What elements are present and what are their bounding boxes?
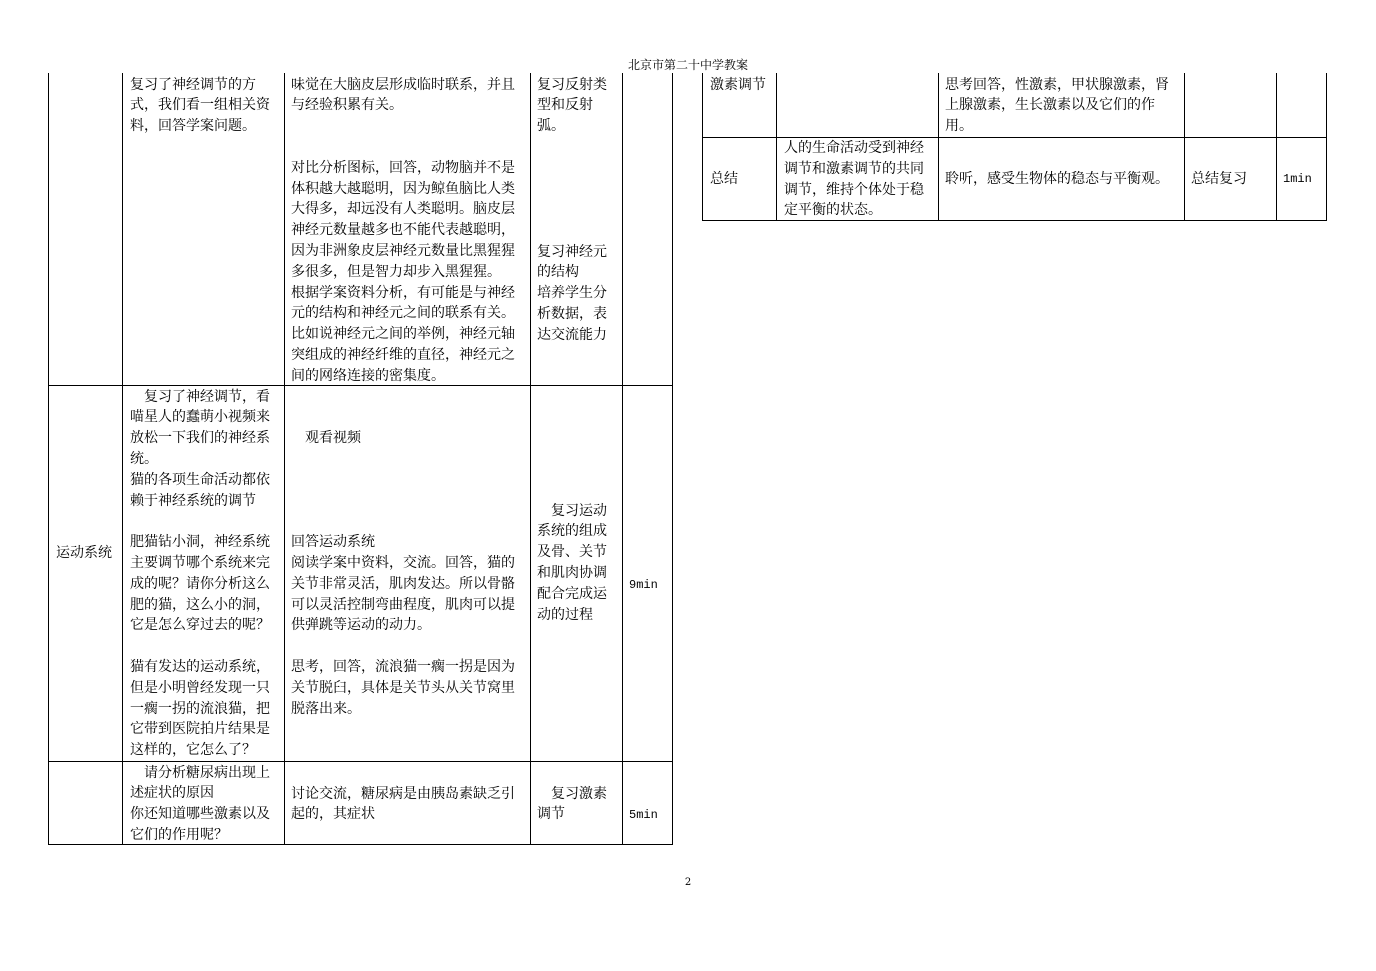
table-row — [48, 386, 673, 762]
section-cell — [48, 762, 122, 845]
section-title: 总结 — [710, 170, 738, 187]
table-row — [702, 138, 1327, 221]
time-cell — [622, 762, 673, 845]
section-title: 运动系统 — [56, 544, 112, 561]
design-intent-text: 总结复习 — [1191, 170, 1247, 187]
design-intent-text: 复习激素 调节 — [537, 785, 607, 823]
teacher-activity-text: 复习了神经调节，看 喵星人的蠢萌小视频来 放松一下我们的神经系 统。 — [130, 388, 270, 467]
section-cell — [702, 138, 776, 221]
table-row — [48, 762, 673, 845]
student-activity-text: 观看视频 — [305, 430, 361, 447]
section-cell — [48, 386, 122, 762]
table-row — [48, 73, 673, 386]
teacher-activity-cell — [122, 386, 284, 762]
teacher-activity-cell — [776, 73, 938, 138]
teacher-activity-text: 肥猫钻小洞，神经系统 主要调节哪个系统来完 成的呢？请你分析这么 肥的猫，这么小的洞， 它是怎么穿过去的呢？ — [130, 534, 270, 634]
design-intent-cell — [530, 762, 622, 845]
design-intent-text: 复习反射类 型和反射 弧。 — [537, 76, 607, 135]
page-number: 2 — [684, 877, 692, 888]
time-allocation: 5min — [629, 807, 658, 822]
student-activity-cell — [284, 386, 530, 762]
student-activity-text: 讨论交流，糖尿病是由胰岛素缺乏引 起的，其症状 — [291, 785, 515, 823]
student-activity-text: 思考回答，性激素，甲状腺激素，肾 上腺激素，生长激素以及它们的作 用。 — [945, 76, 1169, 135]
student-activity-text: 回答运动系统 — [291, 534, 375, 551]
table-row — [702, 73, 1327, 138]
student-activity-text: 味觉在大脑皮层形成临时联系，并且 与经验积累有关。 — [291, 76, 515, 114]
design-intent-cell — [1184, 138, 1276, 221]
time-cell — [1276, 138, 1327, 221]
lesson-plan-table-left — [48, 73, 673, 845]
teacher-activity-text: 猫有发达的运动系统， 但是小明曾经发现一只 一瘸一拐的流浪猫，把 它带到医院拍片结果是 这样的，它怎么了？ — [130, 658, 270, 759]
student-activity-cell — [938, 138, 1184, 221]
student-activity-text: 根据学案资料分析，有可能是与神经 元的结构和神经元之间的联系有关。 比如说神经元之间的举例，神经元轴 突组成的神经纤维的直径，神经元之 间的网络连接的密集度。 — [291, 284, 515, 384]
section-cell — [48, 73, 122, 386]
teacher-activity-text: 人的生命活动受到神经 调节和激素调节的共同 调节，维持个体处于稳 定平衡的状态。 — [784, 140, 924, 219]
time-cell — [622, 73, 673, 386]
student-activity-text: 对比分析图标，回答，动物脑并不是 体积越大越聪明，因为鲸鱼脑比人类 大得多，却远没有人类聪明。脑皮层 神经元数量越多也不能代表越聪明， 因为非洲象皮层神经元数量比黑猩猩 多很多，但是智力却步入黑猩猩。 — [291, 159, 515, 280]
time-allocation: 1min — [1283, 171, 1312, 186]
student-activity-cell — [284, 762, 530, 845]
design-intent-text: 培养学生分 析数据，表 达交流能力 — [537, 285, 607, 343]
design-intent-text: 复习运动 系统的组成 及骨、关节 和肌肉协调 配合完成运 动的过程 — [537, 502, 607, 623]
teacher-activity-text: 猫的各项生命活动都依 赖于神经系统的调节 — [130, 471, 270, 509]
student-activity-text: 阅读学案中资料，交流。回答，猫的 关节非常灵活，肌肉发达。所以骨骼 可以灵活控制弯曲程度，肌肉可以提 供弹跳等运动的动力。 — [291, 554, 515, 634]
student-activity-text: 思考，回答，流浪猫一瘸一拐是因为 关节脱臼，具体是关节头从关节窝里 脱落出来。 — [291, 658, 515, 717]
student-activity-cell — [284, 73, 530, 386]
time-allocation: 9min — [629, 577, 658, 592]
section-cell — [702, 73, 776, 138]
page-header: 北京市第二十中学教案 — [627, 58, 748, 72]
student-activity-cell — [938, 73, 1184, 138]
design-intent-cell — [530, 386, 622, 762]
lesson-plan-table-right — [702, 73, 1327, 221]
teacher-activity-text: 复习了神经调节的方 式，我们看一组相关资 料，回答学案问题。 — [130, 76, 270, 135]
teacher-activity-text: 你还知道哪些激素以及 它们的作用呢？ — [130, 806, 270, 843]
time-cell — [622, 386, 673, 762]
design-intent-cell — [1184, 73, 1276, 138]
teacher-activity-cell — [122, 73, 284, 386]
time-cell — [1276, 73, 1327, 138]
teacher-activity-text: 请分析糖尿病出现上 述症状的原因 — [130, 764, 270, 802]
teacher-activity-cell — [122, 762, 284, 845]
student-activity-text: 聆听，感受生物体的稳态与平衡观。 — [945, 170, 1169, 187]
teacher-activity-cell — [776, 138, 938, 221]
section-title: 激素调节 — [710, 76, 766, 93]
design-intent-cell — [530, 73, 622, 386]
design-intent-text: 复习神经元 的结构 — [537, 243, 607, 281]
